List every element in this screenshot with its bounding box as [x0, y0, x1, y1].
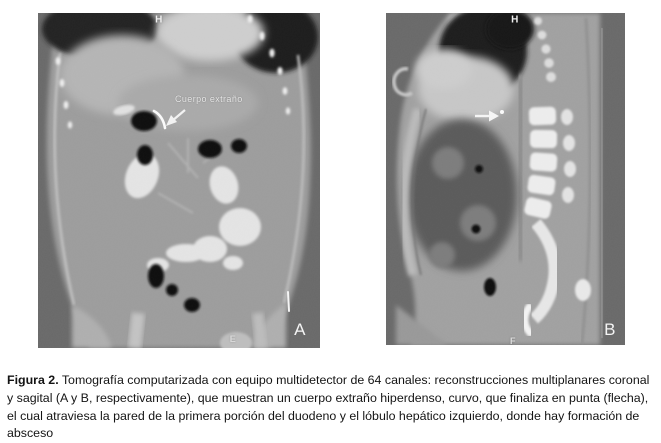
panel-label-b: B: [604, 320, 616, 339]
ct-panel-sagittal: [386, 13, 625, 345]
figure-caption-text: Tomografía computarizada con equipo multidetector de 64 canales: reconstrucciones multiplanares coronal y sagital (A y B, respectivamente), que muestran un cuerpo extraño hiperdenso, curvo, que finaliza en punta (flecha), el cual atraviesa la pared de la primera porción del duodeno y el lóbulo hepático izquierdo, donde hay formación de absceso: [7, 373, 650, 441]
ct-scan-coronal-artwork: [38, 13, 320, 348]
figure-caption-number: Figura 2.: [7, 373, 59, 388]
orientation-marker-feet-a: E: [229, 334, 237, 344]
ct-panel-coronal: [38, 13, 320, 348]
orientation-marker-head-b: H: [511, 14, 519, 26]
foreign-body-annotation: Cuerpo extraño: [175, 94, 243, 104]
figure-caption: [7, 372, 657, 442]
orientation-marker-head: H: [155, 14, 163, 26]
ct-scan-sagittal-artwork: [386, 13, 625, 345]
orientation-marker-feet-b: F: [510, 336, 516, 345]
panel-label-a: A: [294, 320, 306, 339]
